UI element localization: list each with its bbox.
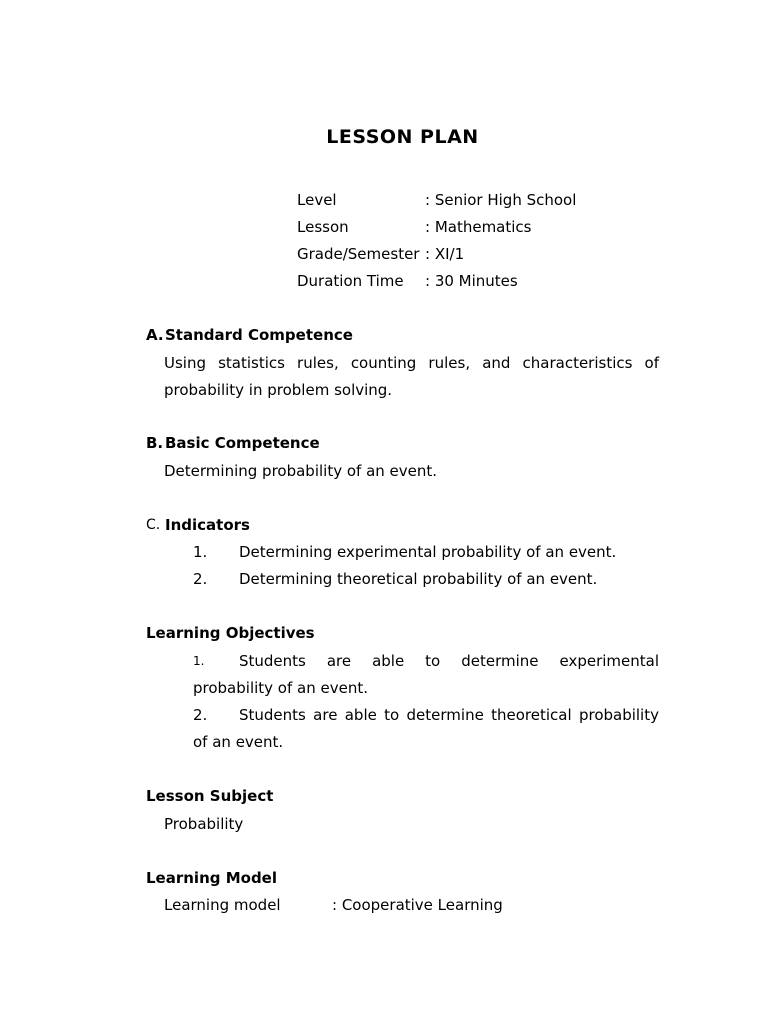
meta-label-duration: Duration Time <box>297 272 404 290</box>
section-letter-a: A. <box>146 326 164 344</box>
lesson-subject-heading: Lesson Subject <box>146 787 274 805</box>
indicator-number-2: 2. <box>193 570 208 588</box>
indicator-item-1: Determining experimental probability of an event. <box>239 543 617 561</box>
learning-model-label: Learning model <box>164 896 281 914</box>
basic-competence-heading: Basic Competence <box>165 434 320 452</box>
lesson-subject-text: Probability <box>164 815 244 833</box>
indicator-item-2: Determining theoretical probability of an event. <box>239 570 598 588</box>
standard-competence-heading: Standard Competence <box>165 326 353 344</box>
objective-number-1: 1. <box>193 654 205 668</box>
page-title: LESSON PLAN <box>326 126 479 148</box>
standard-competence-text-line2: probability in problem solving. <box>164 381 393 399</box>
section-letter-c: C. <box>146 517 161 533</box>
meta-value-level: : Senior High School <box>425 191 577 209</box>
objective-1-line1: Students are able to determine experimental <box>239 652 659 670</box>
meta-label-level: Level <box>297 191 337 209</box>
basic-competence-text: Determining probability of an event. <box>164 462 438 480</box>
objective-2-line2: of an event. <box>193 733 284 751</box>
meta-value-lesson: : Mathematics <box>425 218 532 236</box>
standard-competence-text-line1: Using statistics rules, counting rules, and characteristics of <box>164 354 659 372</box>
objective-2-line1: Students are able to determine theoretical probability <box>239 706 659 724</box>
objective-1-line2: probability of an event. <box>193 679 368 697</box>
meta-value-duration: : 30 Minutes <box>425 272 518 290</box>
meta-label-lesson: Lesson <box>297 218 349 236</box>
learning-model-value: : Cooperative Learning <box>332 896 503 914</box>
meta-value-grade: : XI/1 <box>425 245 465 263</box>
indicators-heading: Indicators <box>165 516 250 534</box>
learning-model-heading: Learning Model <box>146 869 277 887</box>
section-letter-b: B. <box>146 434 164 452</box>
indicator-number-1: 1. <box>193 543 208 561</box>
meta-label-grade: Grade/Semester <box>297 245 420 263</box>
learning-objectives-heading: Learning Objectives <box>146 624 315 642</box>
objective-number-2: 2. <box>193 706 208 724</box>
